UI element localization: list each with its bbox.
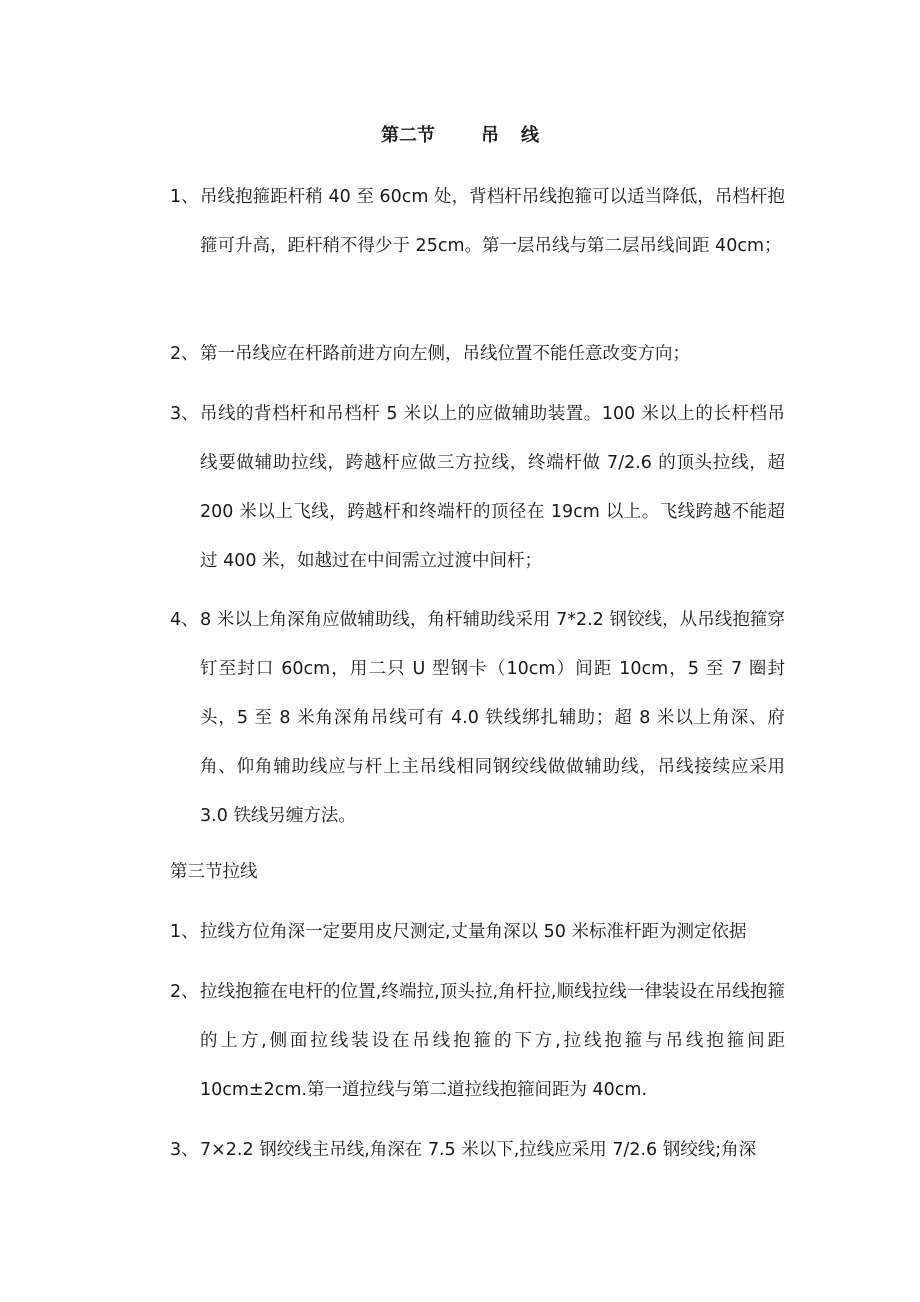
item-number: 1、 — [170, 922, 199, 942]
list-item — [170, 968, 785, 1115]
item-text: 8 米以上角深角应做辅助线，角杆辅助线采用 7*2.2 钢铰线，从吊线抱箍穿钉至封口 60cm，用二只 U 型钢卡（10cm）间距 10cm，5 至 7 圈封头，5 至 8 米角深角吊线可有 4.0 铁线绑扎辅助；超 8 米以上角深、府角、仰角辅助线应与杆上主吊线相同钢绞线做做辅助线，吊线接续应采用 3.0 铁线另缠方法。 — [200, 610, 785, 826]
list-item — [170, 173, 785, 271]
list-item — [170, 908, 785, 957]
section-title-word-2: 线 — [521, 125, 539, 146]
item-number: 2、 — [170, 344, 199, 364]
item-number: 1、 — [170, 187, 199, 207]
list-item — [170, 1126, 785, 1175]
item-text: 7×2.2 钢绞线主吊线,角深在 7.5 米以下,拉线应采用 7/2.6 钢绞线;角深 — [200, 1140, 757, 1160]
list-item — [170, 390, 785, 586]
section-heading: 第三节拉线 — [170, 862, 258, 882]
section-title-word-1: 吊 — [481, 125, 499, 146]
list-item — [170, 330, 785, 379]
section-title — [0, 122, 920, 150]
item-text: 拉线抱箍在电杆的位置,终端拉,顶头拉,角杆拉,顺线拉线一律装设在吊线抱箍的上方,侧面拉线装设在吊线抱箍的下方,拉线抱箍与吊线抱箍间距 10cm±2cm.第一道拉线与第二道拉线抱箍间距为 40cm. — [200, 982, 785, 1100]
item-text: 第一吊线应在杆路前进方向左侧，吊线位置不能任意改变方向； — [200, 344, 690, 364]
item-number: 3、 — [170, 1140, 199, 1160]
item-number: 2、 — [170, 982, 199, 1002]
item-number: 4、 — [170, 610, 199, 630]
item-number: 3、 — [170, 404, 199, 424]
item-text: 吊线的背档杆和吊档杆 5 米以上的应做辅助装置。100 米以上的长杆档吊线要做辅助拉线，跨越杆应做三方拉线，终端杆做 7/2.6 的顶头拉线，超 200 米以上飞线，跨越杆和终端杆的顶径在 19cm 以上。飞线跨越不能超过 400 米，如越过在中间需立过渡中间杆； — [200, 404, 785, 571]
item-text: 拉线方位角深一定要用皮尺测定,丈量角深以 50 米标准杆距为测定依据 — [200, 922, 747, 942]
item-text: 吊线抱箍距杆稍 40 至 60cm 处，背档杆吊线抱箍可以适当降低，吊档杆抱箍可升高，距杆稍不得少于 25cm。第一层吊线与第二层吊线间距 40cm； — [200, 187, 785, 256]
list-item — [170, 596, 785, 841]
section-title-number: 第二节 — [381, 125, 435, 146]
